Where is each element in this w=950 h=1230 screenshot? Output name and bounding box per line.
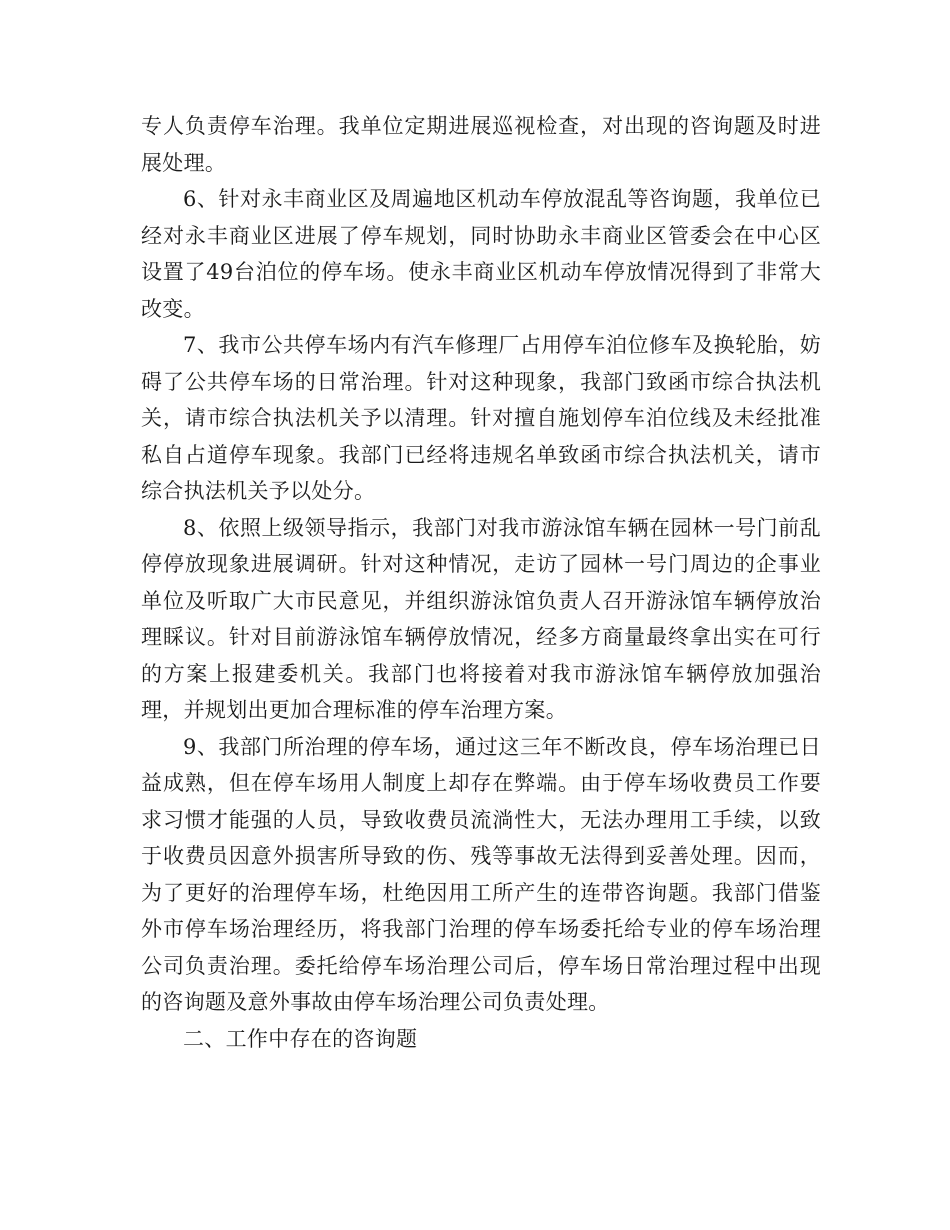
paragraph-item-6: 6、针对永丰商业区及周遍地区机动车停放混乱等咨询题，我单位已经对永丰商业区进展了停车规划，同时协助永丰商业区管委会在中心区设置了49台泊位的停车场。使永丰商业区机动车停放情况得到了非常大改变。 (141, 187, 821, 321)
paragraph-item-8: 8、依照上级领导指示，我部门对我市游泳馆车辆在园林一号门前乱停停放现象进展调研。针对这种情况，走访了园林一号门周边的企事业单位及听取广大市民意见，并组织游泳馆负责人召开游泳馆车辆停放治理睬议。针对目前游泳馆车辆停放情况，经多方商量最终拿出实在可行的方案上报建委机关。我部门也将接着对我市游泳馆车辆停放加强治理，并规划出更加合理标准的停车治理方案。 (141, 515, 821, 722)
paragraph-item-9: 9、我部门所治理的停车场，通过这三年不断改良，停车场治理已日益成熟，但在停车场用人制度上却存在弊端。由于停车场收费员工作要求习惯才能强的人员，导致收费员流淌性大，无法办理用工手续，以致于收费员因意外损害所导致的伤、残等事故无法得到妥善处理。因而，为了更好的治理停车场，杜绝因用工所产生的连带咨询题。我部门借鉴外市停车场治理经历，将我部门治理的停车场委托给专业的停车场治理公司负责治理。委托给停车场治理公司后，停车场日常治理过程中出现的咨询题及意外事故由停车场治理公司负责处理。 (141, 734, 821, 1014)
paragraph-item-7: 7、我市公共停车场内有汽车修理厂占用停车泊位修车及换轮胎，妨碍了公共停车场的日常治理。针对这种现象，我部门致函市综合执法机关，请市综合执法机关予以清理。针对擅自施划停车泊位线及未经批准私自占道停车现象。我部门已经将违规名单致函市综合执法机关，请市综合执法机关予以处分。 (141, 333, 821, 503)
section-heading: 二、工作中存在的咨询题 (183, 1026, 418, 1051)
document-body (141, 108, 821, 1057)
paragraph-continuation: 专人负责停车治理。我单位定期进展巡视检查，对出现的咨询题及时进展处理。 (141, 114, 821, 175)
